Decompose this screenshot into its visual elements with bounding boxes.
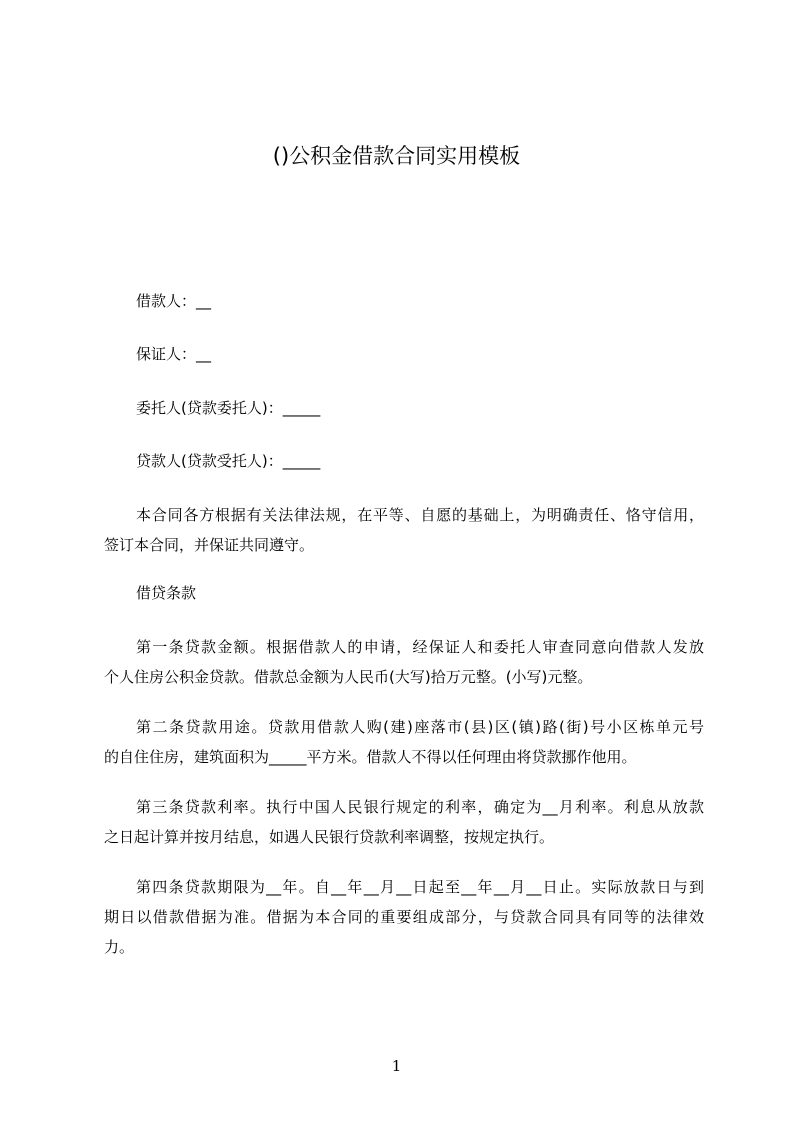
article-2-line-2: 的自住住房，建筑面积为_____平方米。借款人不得以任何理由将贷款挪作他用。 <box>104 748 637 766</box>
principal-line: 委托人(贷款委托人)：_____ <box>136 399 321 417</box>
article-4-line-3: 力。 <box>104 938 135 956</box>
article-3-line-1: 第三条贷款利率。执行中国人民银行规定的利率，确定为__月利率。利息从放款 <box>136 798 704 816</box>
article-3-line-2: 之日起计算并按月结息，如遇人民银行贷款利率调整，按规定执行。 <box>104 828 555 846</box>
article-2-paragraph <box>104 712 704 772</box>
page-number: 1 <box>391 1057 402 1075</box>
article-2-line-1: 第二条贷款用途。贷款用借款人购(建)座落市(县)区(镇)路(街)号小区栋单元号 <box>136 718 704 736</box>
guarantor-line: 保证人：__ <box>136 345 212 363</box>
preamble-line-2: 签订本合同，并保证共同遵守。 <box>104 536 315 554</box>
article-4-line-1: 第四条贷款期限为__年。自__年__月__日起至__年__月__日止。实际放款日与到 <box>136 878 704 896</box>
section-heading: 借贷条款 <box>136 584 197 602</box>
article-1-line-1: 第一条贷款金额。根据借款人的申请，经保证人和委托人审查同意向借款人发放 <box>136 638 704 656</box>
lender-line: 贷款人(贷款受托人)：_____ <box>136 452 321 470</box>
preamble-line-1: 本合同各方根据有关法律法规，在平等、自愿的基础上，为明确责任、恪守信用， <box>136 506 704 524</box>
article-4-line-2: 期日以借款借据为准。借据为本合同的重要组成部分，与贷款合同具有同等的法律效 <box>104 908 704 926</box>
borrower-line: 借款人：__ <box>136 292 212 310</box>
preamble-paragraph <box>104 500 704 560</box>
document-title: ()公积金借款合同实用模板 <box>272 144 521 168</box>
article-3-paragraph <box>104 792 704 852</box>
article-1-paragraph <box>104 632 704 692</box>
article-4-paragraph <box>104 872 704 962</box>
article-1-line-2: 个人住房公积金贷款。借款总金额为人民币(大写)拾万元整。(小写)元整。 <box>104 668 593 686</box>
